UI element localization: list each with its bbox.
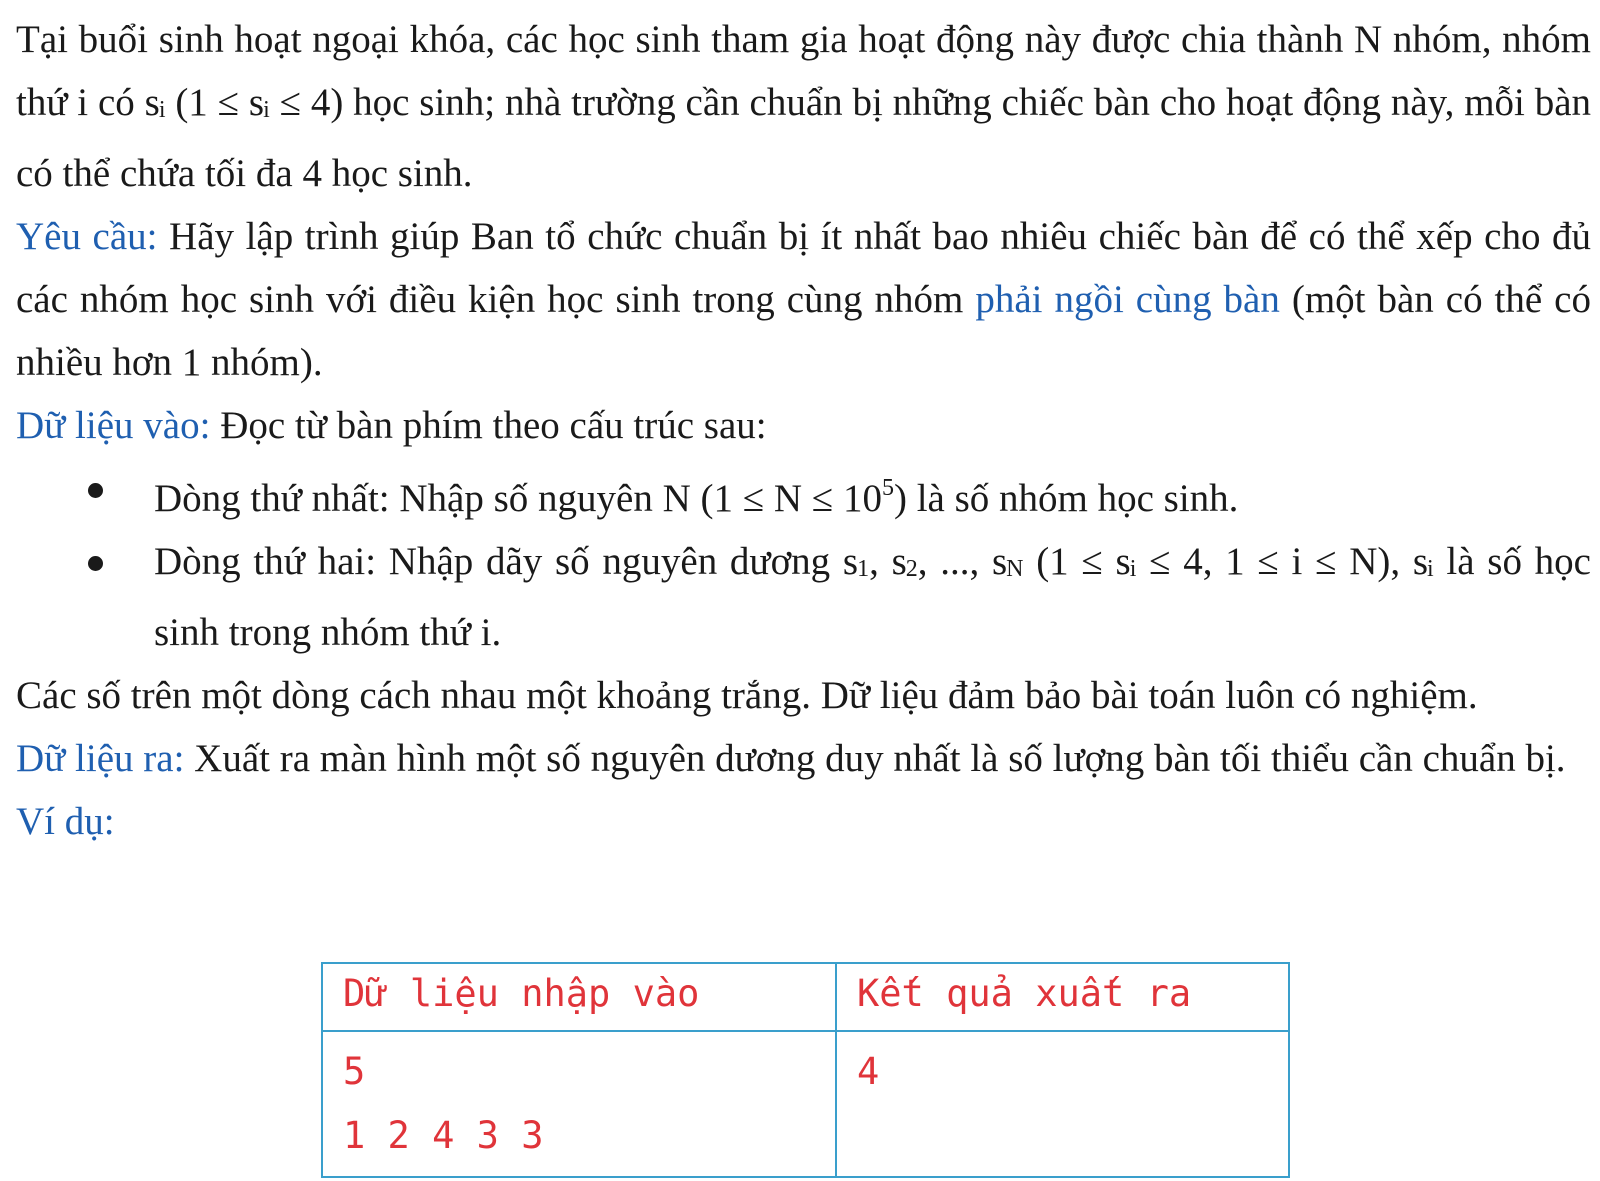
- input-heading: Dữ liệu vào: Đọc từ bàn phím theo cấu trúc sau:: [16, 404, 767, 447]
- note-paragraph: Các số trên một dòng cách nhau một khoảng trắng. Dữ liệu đảm bảo bài toán luôn có nghiệm.: [16, 674, 1478, 717]
- list-item: Dòng thứ hai: Nhập dãy số nguyên dương s1, s2, ..., sN (1 ≤ si ≤ 4, 1 ≤ i ≤ N), si là số học sinh trong nhóm thứ i.: [16, 530, 1591, 664]
- output-column-header: Kết quả xuất ra: [836, 963, 1289, 1031]
- input-column-header: Dữ liệu nhập vào: [322, 963, 836, 1031]
- bullet-icon: [88, 556, 103, 571]
- output-paragraph: Dữ liệu ra: Xuất ra màn hình một số nguyên dương duy nhất là số lượng bàn tối thiểu cần chuẩn bị.: [16, 737, 1566, 780]
- requirement-paragraph: Yêu cầu: Hãy lập trình giúp Ban tổ chức chuẩn bị ít nhất bao nhiêu chiếc bàn để có thể xếp cho đủ các nhóm học sinh với điều kiện học sinh trong cùng nhóm phải ngồi cùng bàn (một bàn có thể có nhiều hơn 1 nhóm).: [16, 215, 1592, 384]
- intro-paragraph: Tại buổi sinh hoạt ngoại khóa, các học sinh tham gia hoạt động này được chia thành N nhóm, nhóm thứ i có si (1 ≤ si ≤ 4) học sinh; nhà trường cần chuẩn bị những chiếc bàn cho hoạt động này, mỗi bàn có thể chứa tối đa 4 học sinh.: [16, 18, 1592, 195]
- table-row: [322, 1031, 1289, 1177]
- input-line: 5: [343, 1050, 366, 1093]
- example-table: [321, 962, 1290, 1178]
- example-heading: [16, 790, 1591, 853]
- output-line: 4: [857, 1050, 880, 1093]
- input-bullet-list: [16, 457, 1591, 664]
- output-label: Dữ liệu ra:: [16, 737, 185, 780]
- requirement-highlight: phải ngồi cùng bàn: [975, 278, 1280, 321]
- list-item: Dòng thứ nhất: Nhập số nguyên N $(1 \le N \le 10^5)$ là số nhóm học sinh.: [16, 457, 1591, 530]
- table-header-row: [322, 963, 1289, 1031]
- problem-statement: [16, 8, 1591, 853]
- output-cell: [836, 1031, 1289, 1177]
- bullet-icon: [88, 483, 103, 498]
- example-label: Ví dụ:: [16, 800, 115, 843]
- input-line: 1 2 4 3 3: [343, 1114, 544, 1157]
- input-cell: [322, 1031, 836, 1177]
- input-label: Dữ liệu vào:: [16, 404, 211, 447]
- requirement-label: Yêu cầu:: [16, 215, 158, 258]
